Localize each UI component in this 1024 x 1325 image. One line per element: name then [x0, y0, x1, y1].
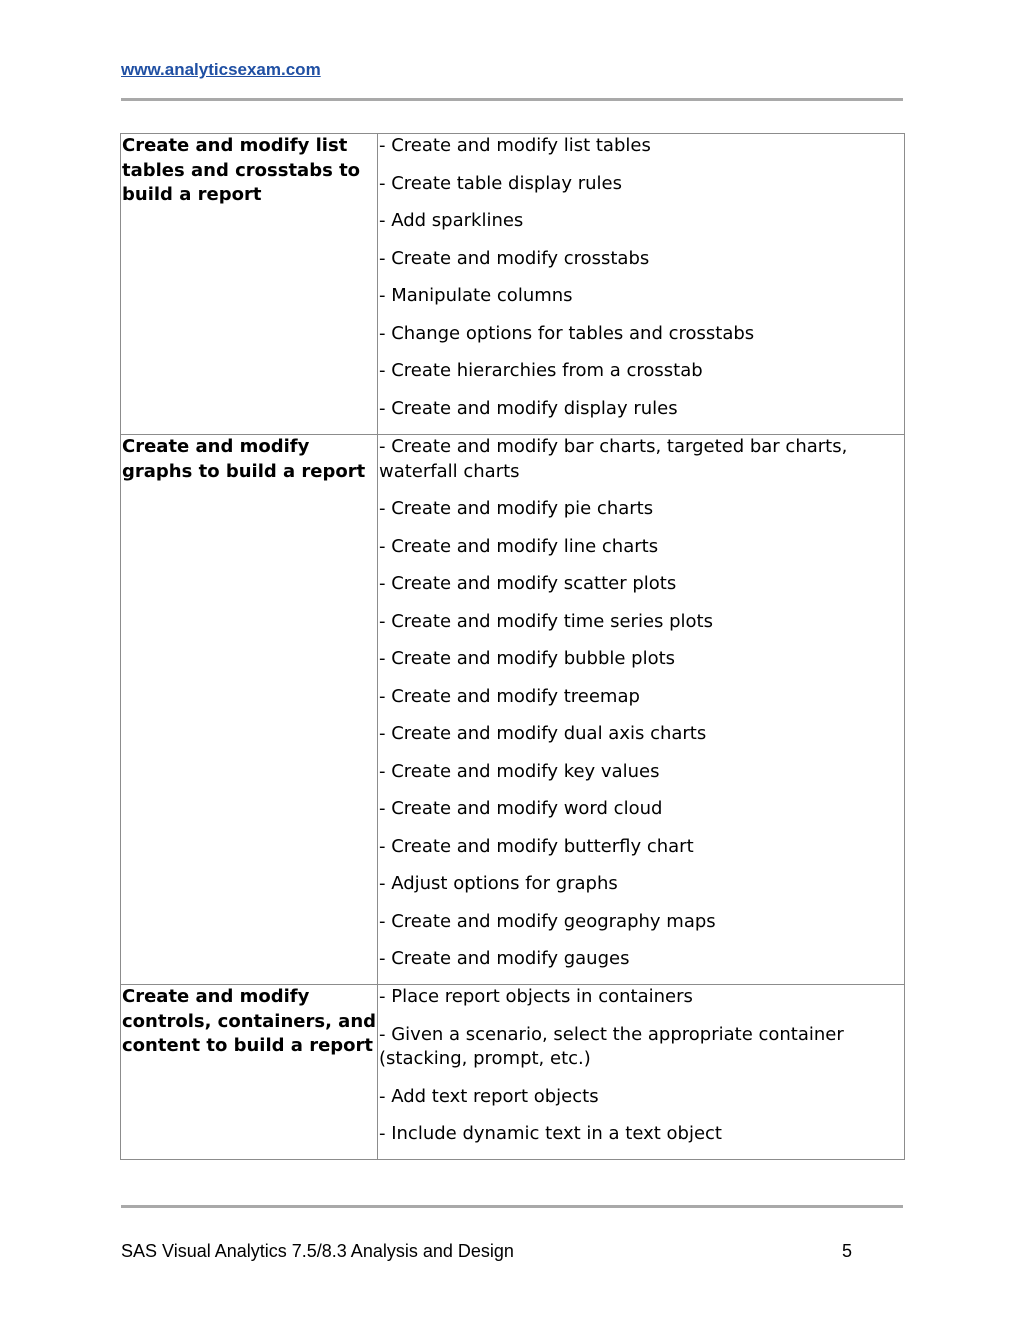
skills-cell: [378, 985, 905, 1160]
list-item: - Create and modify bar charts, targeted bar charts, waterfall charts: [379, 436, 848, 482]
list-item: - Create hierarchies from a crosstab: [379, 360, 703, 381]
list-item: - Create and modify list tables: [379, 135, 651, 156]
list-item: - Create and modify scatter plots: [379, 573, 677, 594]
page-number: 5: [842, 1241, 853, 1261]
list-item: - Create and modify pie charts: [379, 498, 654, 519]
list-item: - Given a scenario, select the appropriate container (stacking, prompt, etc.): [379, 1023, 844, 1069]
list-item: - Add text report objects: [379, 1085, 599, 1107]
list-item: - Adjust options for graphs: [379, 873, 618, 894]
list-item: - Create and modify key values: [379, 760, 660, 782]
list-item: - Add sparklines: [379, 210, 524, 231]
list-item: - Create table display rules: [379, 172, 622, 194]
list-item: - Create and modify butterfly chart: [379, 835, 694, 857]
list-item: - Include dynamic text in a text object: [379, 1123, 722, 1144]
list-item: - Create and modify crosstabs: [379, 247, 650, 269]
list-item: - Create and modify line charts: [379, 535, 659, 557]
table-row: [121, 985, 905, 1160]
topic-cell: Create and modify controls, containers, and content to build a report: [121, 985, 378, 1160]
list-item: - Create and modify word cloud: [379, 798, 663, 819]
header-divider: [121, 98, 903, 101]
list-item: - Create and modify gauges: [379, 948, 630, 969]
list-item: - Create and modify time series plots: [379, 610, 713, 632]
topic-cell: Create and modify list tables and crosstabs to build a report: [121, 134, 378, 435]
list-item: - Create and modify bubble plots: [379, 648, 676, 669]
header-website-link[interactable]: www.analyticsexam.com: [121, 60, 321, 79]
skills-cell: [378, 134, 905, 435]
skills-cell: [378, 435, 905, 985]
list-item: - Create and modify geography maps: [379, 910, 716, 932]
exam-objectives-table: [120, 133, 905, 1160]
topic-cell: Create and modify graphs to build a report: [121, 435, 378, 985]
footer-document-title: SAS Visual Analytics 7.5/8.3 Analysis and Design: [121, 1241, 514, 1261]
list-item: - Create and modify display rules: [379, 397, 678, 419]
footer-divider: [121, 1205, 903, 1208]
list-item: - Change options for tables and crosstabs: [379, 322, 755, 344]
table-row: [121, 435, 905, 985]
list-item: - Manipulate columns: [379, 285, 573, 306]
list-item: - Create and modify dual axis charts: [379, 723, 707, 744]
list-item: - Place report objects in containers: [379, 986, 693, 1007]
list-item: - Create and modify treemap: [379, 685, 640, 707]
table-row: [121, 134, 905, 435]
